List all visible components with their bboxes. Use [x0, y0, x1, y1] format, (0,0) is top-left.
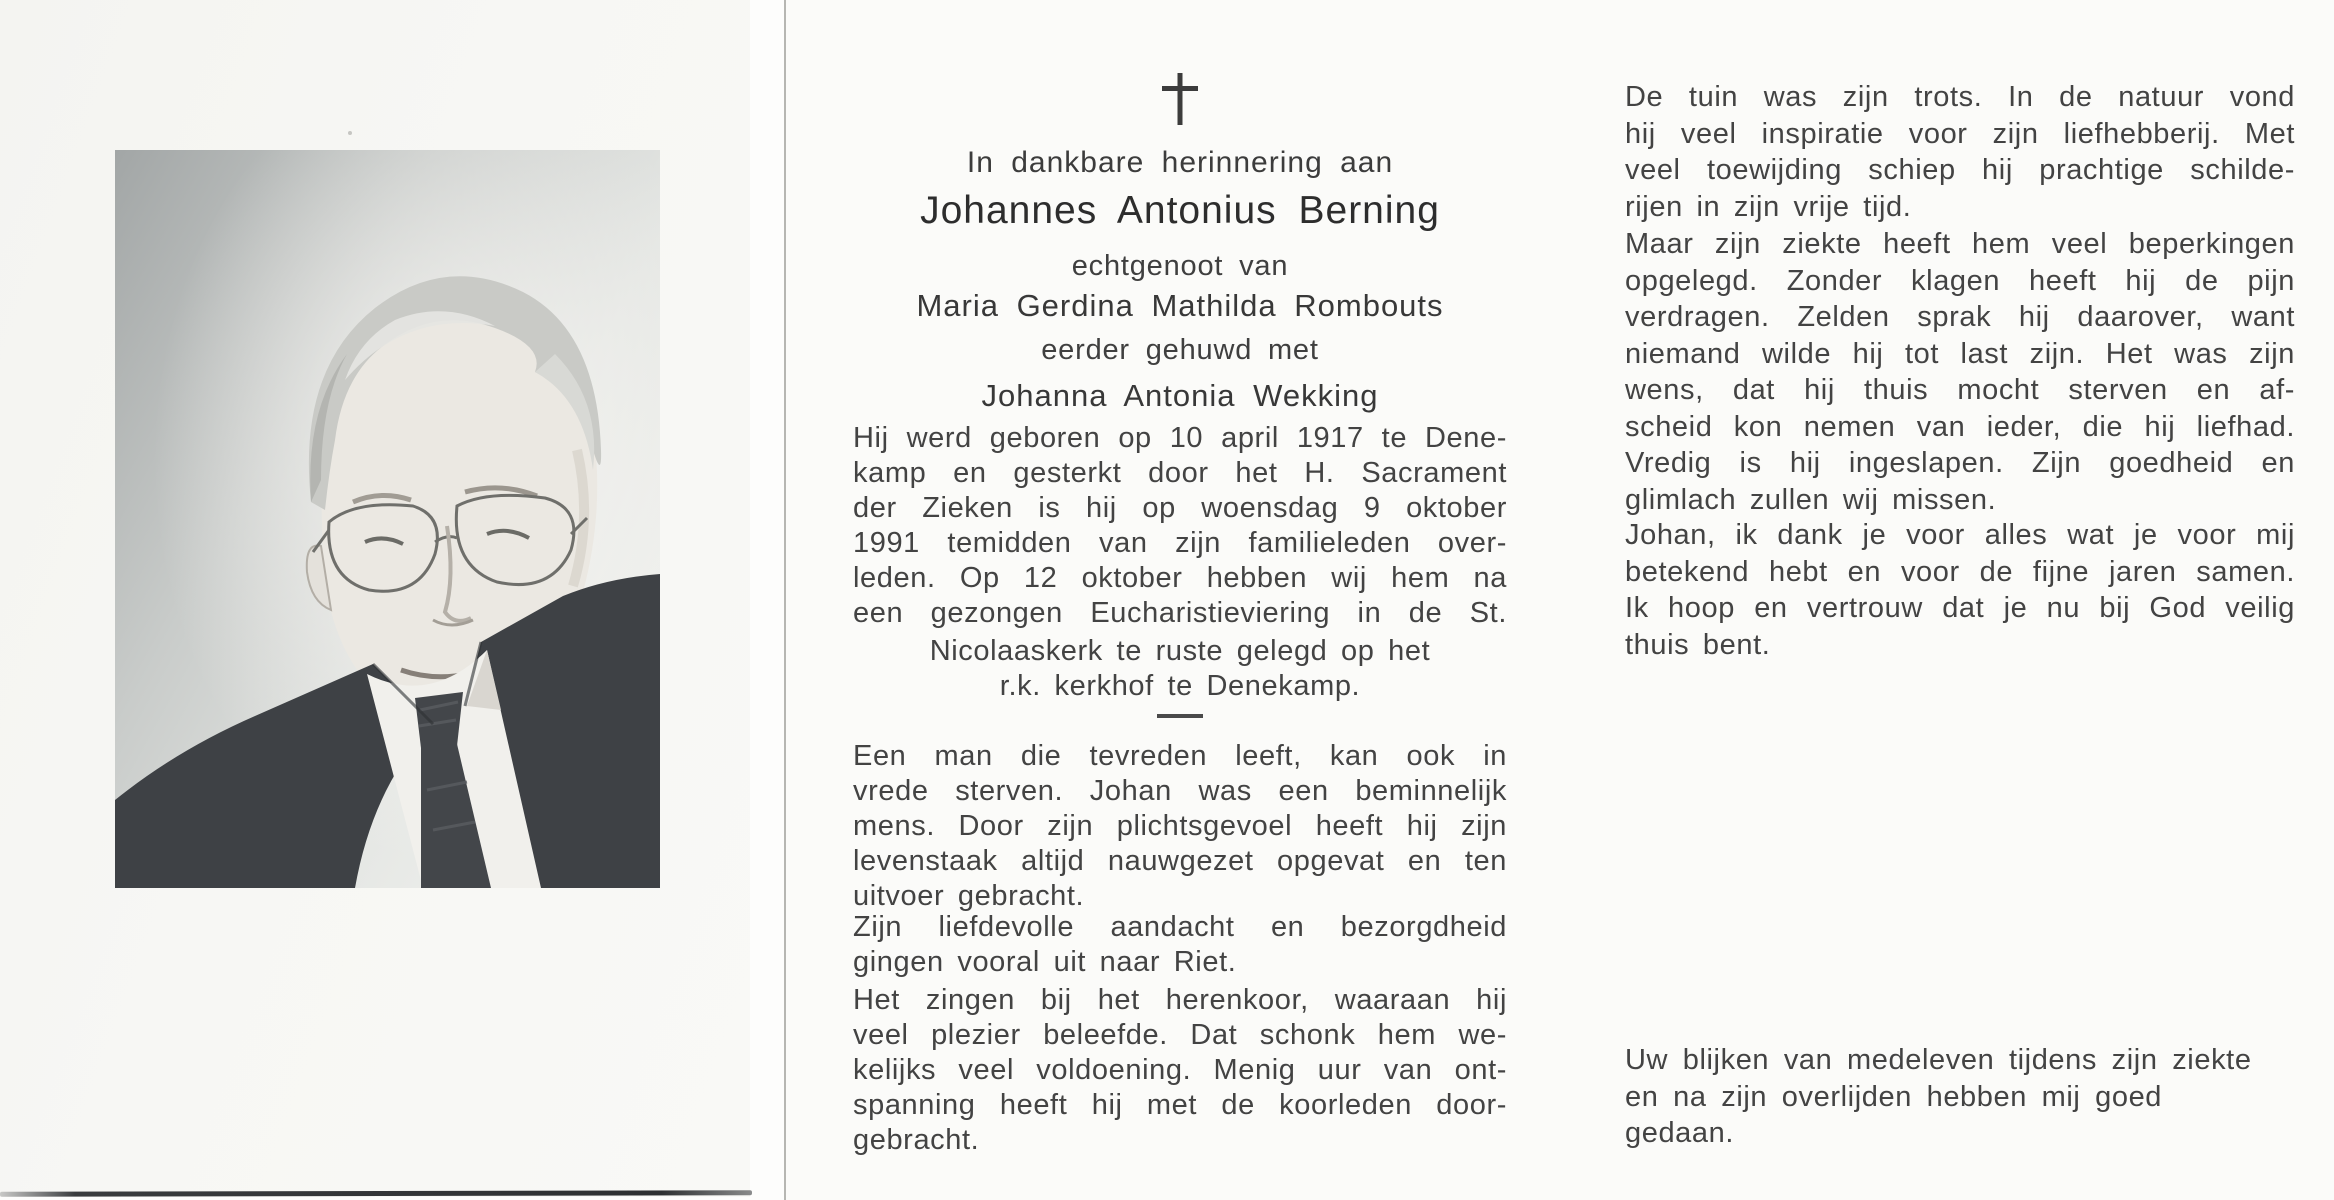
text-line: rijen in zijn vrije tijd.: [1625, 190, 1912, 223]
text-line: spanning heeft hij met de koorleden door-: [853, 1089, 1507, 1121]
right-column: [1625, 0, 2295, 1200]
text-line: gedaan.: [1625, 1117, 1735, 1149]
text-line: Uw blijken van medeleven tijdens zijn ziekte: [1625, 1044, 2252, 1076]
text-line: Johan, ik dank je voor alles wat je voor mij: [1625, 519, 2295, 551]
spouse-label: echtgenoot van: [1071, 250, 1289, 282]
section-divider: [1157, 714, 1203, 718]
hobby-paragraph: [1625, 79, 2295, 225]
text-line: kelijks veel voldoening. Menig uur van ont-: [853, 1054, 1507, 1086]
text-line: Zijn liefdevolle aandacht en bezorgdheid: [853, 911, 1507, 943]
biography-paragraph-tail: [853, 634, 1507, 704]
text-line: hij veel inspiratie voor zijn liefhebberij. Met: [1625, 117, 2295, 150]
text-line: mens. Door zijn plichtsgevoel heeft hij zijn: [853, 810, 1507, 842]
text-line: r.k. kerkhof te Denekamp.: [999, 670, 1361, 702]
text-line: thuis bent.: [1625, 628, 1771, 661]
text-line: Het zingen bij het herenkoor, waaraan hij: [853, 984, 1507, 1016]
portrait-photo-image: [115, 150, 660, 888]
tribute-paragraph-2: [853, 910, 1507, 980]
memorial-intro: In dankbare herinnering aan: [966, 146, 1394, 179]
text-line: levenstaak altijd nauwgezet opgevat en ten: [853, 845, 1507, 877]
cross-horizontal-bar: [1162, 86, 1198, 91]
text-line: kamp en gesterkt door het H. Sacrament: [853, 457, 1507, 489]
acknowledgement-paragraph: [1625, 1042, 2295, 1152]
text-line: Vredig is hij ingeslapen. Zijn goedheid en: [1625, 447, 2295, 479]
text-line: veel plezier beleefde. Dat schonk hem we-: [853, 1019, 1507, 1051]
text-line: Een man die tevreden leeft, kan ook in: [853, 740, 1507, 772]
text-line: gebracht.: [853, 1124, 980, 1156]
text-line: Ik hoop en vertrouw dat je nu bij God veilig: [1625, 592, 2295, 624]
deceased-name: Johannes Antonius Berning: [920, 189, 1440, 232]
text-line: Nicolaaskerk te ruste gelegd op het: [929, 635, 1431, 667]
memorial-column: [853, 0, 1507, 1200]
text-line: wens, dat hij thuis mocht sterven en af-: [1625, 374, 2295, 406]
spouse-name: Maria Gerdina Mathilda Rombouts: [916, 288, 1444, 323]
previous-spouse-name: Johanna Antonia Wekking: [981, 378, 1379, 413]
text-line: veel toewijding schiep hij prachtige schilde-: [1625, 154, 2295, 186]
photo-page: [0, 0, 750, 1197]
text-line: vrede sterven. Johan was een beminnelijk: [853, 775, 1507, 807]
tribute-paragraph-1: [853, 739, 1507, 914]
previous-marriage-label: eerder gehuwd met: [1041, 334, 1319, 366]
text-line: Hij werd geboren op 10 april 1917 te Dene-: [853, 422, 1507, 454]
text-line: uitvoer gebracht.: [853, 880, 1085, 912]
tribute-paragraph-3: [853, 983, 1507, 1158]
text-line: betekend hebt en voor de fijne jaren samen.: [1625, 555, 2295, 588]
cross-vertical-bar: [1178, 73, 1183, 125]
cross-icon: [1162, 73, 1198, 125]
text-page: [786, 0, 2334, 1200]
text-line: en na zijn overlijden hebben mij goed: [1625, 1080, 2163, 1113]
text-line: verdragen. Zelden sprak hij daarover, want: [1625, 301, 2295, 333]
text-line: opgelegd. Zonder klagen heeft hij de pijn: [1625, 264, 2295, 297]
illness-paragraph: [1625, 226, 2295, 518]
portrait-photo: [115, 150, 660, 888]
text-line: een gezongen Eucharistieviering in de St.: [853, 597, 1507, 629]
text-line: niemand wilde hij tot last zijn. Het was zijn: [1625, 337, 2295, 370]
text-line: scheid kon nemen van ieder, die hij liefhad.: [1625, 410, 2295, 443]
text-line: der Zieken is hij op woensdag 9 oktober: [853, 492, 1507, 524]
text-line: Maar zijn ziekte heeft hem veel beperkingen: [1625, 228, 2295, 260]
biography-paragraph: [853, 421, 1507, 631]
text-line: leden. Op 12 oktober hebben wij hem na: [853, 562, 1507, 594]
scan-speck: [348, 131, 352, 135]
text-line: 1991 temidden van zijn familieleden over-: [853, 527, 1507, 559]
farewell-paragraph: [1625, 517, 2295, 663]
text-line: De tuin was zijn trots. In de natuur vond: [1625, 81, 2295, 113]
text-line: gingen vooral uit naar Riet.: [853, 946, 1237, 978]
text-line: glimlach zullen wij missen.: [1625, 483, 1997, 516]
